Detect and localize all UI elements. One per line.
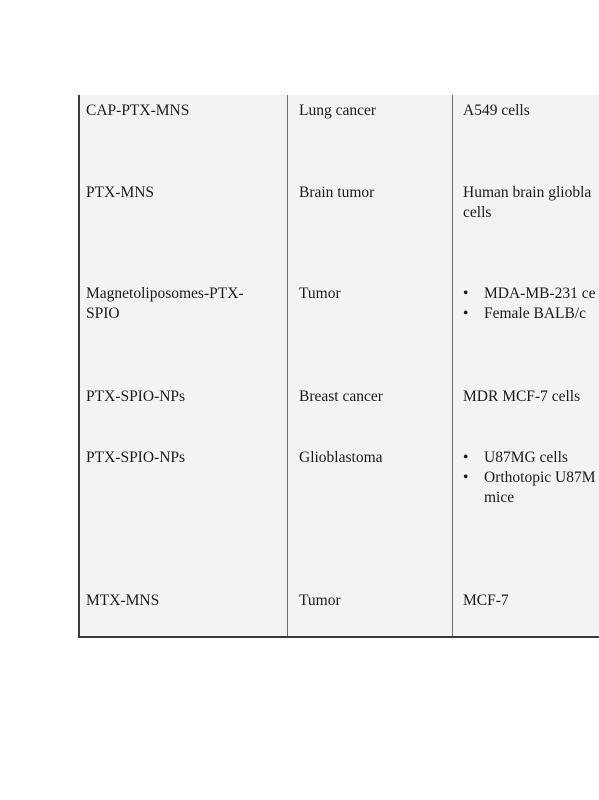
table-cell-cancer: Brain tumor <box>299 184 375 201</box>
table-cell-agent: PTX-SPIO-NPs <box>86 449 186 466</box>
list-item <box>463 468 599 488</box>
list-item-text: MDA-MB-231 ce <box>484 285 596 302</box>
table-cell-agent-line: Magnetoliposomes-PTX- <box>86 285 244 302</box>
list-item <box>463 304 599 324</box>
table-cell-agent: CAP-PTX-MNS <box>86 102 190 119</box>
bullet-icon: • <box>463 285 469 302</box>
list-item-text: Orthotopic U87M <box>484 469 596 486</box>
list-item <box>463 284 599 304</box>
table-cell-cancer: Breast cancer <box>299 388 383 405</box>
table-cell-model-line: Human brain gliobla <box>463 184 592 201</box>
table-cell-model: MDR MCF-7 cells <box>463 388 581 405</box>
table-cell-cancer: Lung cancer <box>299 102 377 119</box>
bullet-icon: • <box>463 449 469 466</box>
table-cell-model <box>463 284 599 324</box>
table-cell-model <box>463 448 599 508</box>
bullet-list <box>463 284 599 324</box>
list-item-continuation <box>463 488 599 508</box>
table-cell-cancer: Tumor <box>299 592 341 609</box>
data-table <box>78 95 599 638</box>
list-item-text: mice <box>484 489 515 506</box>
bullet-list <box>463 448 599 508</box>
table-cell-agent: PTX-MNS <box>86 184 155 201</box>
table-cell-cancer: Glioblastoma <box>299 449 383 466</box>
table-cell-agent: PTX-SPIO-NPs <box>86 388 186 405</box>
table-cell-cancer: Tumor <box>299 285 341 302</box>
table-cell-model: A549 cells <box>463 102 530 119</box>
table-cell-model-line: cells <box>463 204 492 221</box>
column-divider <box>452 95 453 636</box>
table-cell-agent <box>86 284 281 324</box>
column-divider <box>287 95 288 636</box>
list-item <box>463 448 599 468</box>
table-cell-model: MCF-7 <box>463 592 509 609</box>
table-cell-agent-line: SPIO <box>86 305 120 322</box>
table-cell-model <box>463 183 599 223</box>
bullet-icon: • <box>463 305 469 322</box>
bullet-icon: • <box>463 469 469 486</box>
list-item-text: U87MG cells <box>484 449 568 466</box>
table-cell-agent: MTX-MNS <box>86 592 160 609</box>
list-item-text: Female BALB/c <box>484 305 587 322</box>
